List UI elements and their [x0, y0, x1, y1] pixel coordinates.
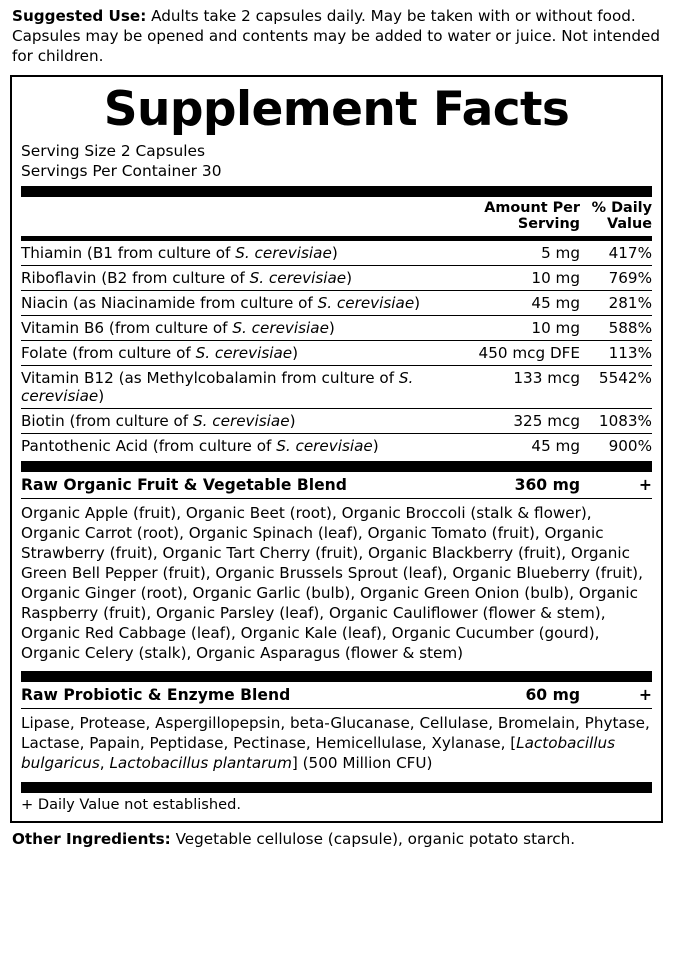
table-header-row — [21, 197, 652, 236]
header-amount-per-serving: Amount Per Serving — [484, 199, 580, 233]
nutrient-dv: 900% — [586, 433, 652, 458]
blend-name: Raw Probiotic & Enzyme Blend — [21, 686, 291, 705]
nutrient-name: Pantothenic Acid (from culture of S. cerevisiae) — [21, 433, 468, 458]
nutrient-rows — [21, 241, 652, 458]
nutrient-dv: 769% — [586, 265, 652, 290]
serving-info — [21, 142, 652, 181]
table-row — [21, 365, 652, 408]
table-row — [21, 408, 652, 433]
suggested-use-text: Adults take 2 capsules daily. May be taken with or without food. Capsules may be opened and contents may be added to water or juice. Not intended for children. — [12, 7, 661, 66]
nutrient-name: Niacin (as Niacinamide from culture of S. cerevisiae) — [21, 290, 468, 315]
nutrient-name: Thiamin (B1 from culture of S. cerevisiae) — [21, 243, 338, 262]
table-row — [21, 340, 652, 365]
nutrient-amount: 5 mg — [541, 243, 580, 262]
table-row — [21, 315, 652, 340]
suggested-use-label: Suggested Use: — [12, 7, 147, 25]
nutrient-amount: 133 mcg — [468, 365, 586, 408]
nutrient-table — [21, 197, 652, 236]
blend-amount: 360 mg — [514, 475, 580, 494]
table-row — [21, 290, 652, 315]
nutrient-dv: 5542% — [586, 365, 652, 408]
divider-thick-blend — [21, 461, 652, 472]
nutrient-name: Riboflavin (B2 from culture of S. cerevisiae) — [21, 265, 468, 290]
blend-name: Raw Organic Fruit & Vegetable Blend — [21, 475, 347, 494]
servings-per-container: Servings Per Container 30 — [21, 161, 222, 180]
other-ingredients-paragraph — [10, 823, 663, 850]
divider-thick-footnote — [21, 782, 652, 793]
nutrient-amount: 45 mg — [468, 433, 586, 458]
panel-title: Supplement Facts — [103, 81, 570, 137]
nutrient-amount: 325 mcg — [468, 408, 586, 433]
supplement-facts-panel — [10, 75, 663, 823]
table-row — [21, 241, 652, 266]
blend-ingredients-probiotic-enzyme: Lipase, Protease, Aspergillopepsin, beta-Glucanase, Cellulase, Bromelain, Phytase, Lactase, Papain, Peptidase, Pectinase, Hemicellulase, Xylanase, [Lactobacillus bulgaricus, Lactobacillus plantarum] (500 Million CFU) — [21, 714, 650, 773]
daily-value-footnote: + Daily Value not established. — [21, 795, 242, 813]
divider-thick-top — [21, 186, 652, 197]
nutrient-name: Biotin (from culture of S. cerevisiae) — [21, 408, 468, 433]
suggested-use-paragraph — [10, 0, 663, 73]
header-daily-value: % Daily Value — [591, 199, 652, 233]
divider-thick-probiotic — [21, 671, 652, 682]
nutrient-dv: 588% — [586, 315, 652, 340]
blend-ingredients-fruit-vegetable: Organic Apple (fruit), Organic Beet (root), Organic Broccoli (stalk & flower), Organic Carrot (root), Organic Spinach (leaf), Organic Tomato (fruit), Organic Strawberry (fruit), Organic Tart Cherry (fruit), Organic Blackberry (fruit), Organic Green Bell Pepper (fruit), Organic Brussels Sprout (leaf), Organic Blueberry (fruit), Organic Ginger (root), Organic Garlic (bulb), Organic Green Onion (bulb), Organic Raspberry (fruit), Organic Parsley (leaf), Organic Cauliflower (flower & stem), Organic Red Cabbage (leaf), Organic Kale (leaf), Organic Cucumber (gourd), Organic Celery (stalk), Organic Asparagus (flower & stem) — [21, 503, 643, 663]
nutrient-dv: 417% — [608, 243, 652, 262]
nutrient-dv: 1083% — [586, 408, 652, 433]
table-row — [21, 433, 652, 458]
nutrient-name: Vitamin B6 (from culture of S. cerevisiae) — [21, 315, 468, 340]
nutrient-dv: 113% — [586, 340, 652, 365]
blend-dv: + — [638, 686, 652, 705]
nutrient-name: Vitamin B12 (as Methylcobalamin from culture of S. cerevisiae) — [21, 365, 468, 408]
nutrient-amount: 450 mcg DFE — [468, 340, 586, 365]
nutrient-amount: 10 mg — [468, 265, 586, 290]
nutrient-amount: 10 mg — [468, 315, 586, 340]
serving-size: Serving Size 2 Capsules — [21, 142, 206, 161]
other-ingredients-label: Other Ingredients: — [12, 829, 171, 848]
nutrient-name: Folate (from culture of S. cerevisiae) — [21, 340, 468, 365]
nutrient-amount: 45 mg — [468, 290, 586, 315]
blend-amount: 60 mg — [525, 686, 580, 705]
blend-header-fruit-vegetable — [21, 472, 652, 498]
nutrient-dv: 281% — [586, 290, 652, 315]
table-row — [21, 265, 652, 290]
header-blank — [21, 197, 468, 236]
blend-header-probiotic-enzyme — [21, 682, 652, 708]
blend-dv: + — [638, 475, 652, 494]
other-ingredients-text: Vegetable cellulose (capsule), organic potato starch. — [170, 829, 576, 848]
